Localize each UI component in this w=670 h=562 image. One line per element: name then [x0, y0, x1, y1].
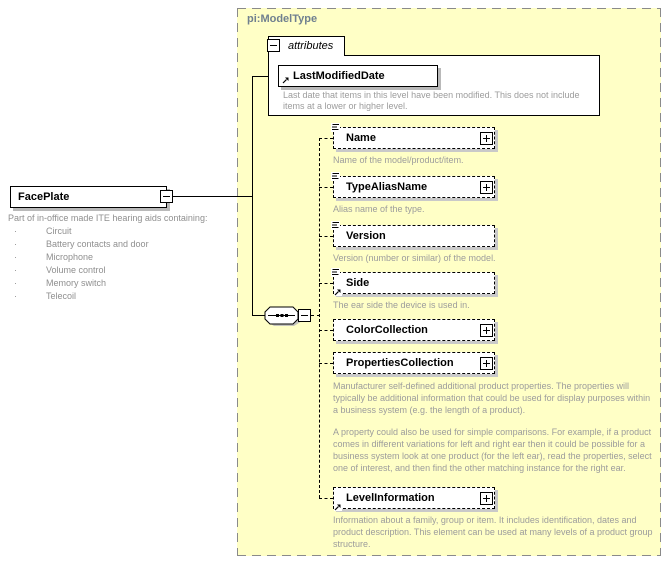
expand-icon[interactable] [480, 324, 493, 337]
element-label: Name [346, 132, 376, 144]
connector-line [319, 498, 333, 499]
list-item: · Circuit [8, 225, 236, 238]
container-border [237, 555, 661, 556]
element-label: FacePlate [18, 191, 70, 203]
connector-line [319, 283, 333, 284]
element-levelinformation[interactable] [333, 487, 495, 509]
annotation-text: Alias name of the type. [333, 204, 425, 214]
bullet-icon: · [14, 278, 17, 288]
list-item: · Volume control [8, 264, 236, 277]
element-label: PropertiesCollection [346, 357, 454, 369]
element-label: Side [346, 277, 370, 289]
element-propertiescollection[interactable] [333, 352, 495, 374]
annotation-text: Part of in-office made ITE hearing aids containing: [8, 213, 208, 223]
container-border [237, 8, 238, 556]
text-content-icon [331, 172, 340, 181]
sequence-connector[interactable] [263, 304, 303, 330]
reference-arrow-icon [334, 503, 342, 511]
collapse-icon[interactable] [267, 39, 280, 52]
annotation-text: Manufacturer self-defined additional product properties. The properties will typically be additional information that could be used for display purposes within a business system (e.g. the length of a product). [333, 381, 651, 415]
attributes-tab-label: attributes [288, 40, 334, 52]
element-side[interactable] [333, 272, 495, 294]
text-content-icon [331, 221, 340, 230]
connector-line [319, 236, 333, 237]
list-item: · Microphone [8, 251, 236, 264]
annotation-text: Name of the model/product/item. [333, 155, 464, 165]
element-typealiasname[interactable] [333, 176, 495, 198]
connector-line [319, 187, 333, 188]
annotation-text: Information about a family, group or item. It includes identification, dates and product description. This element can be used at many levels of a product group structure. [333, 515, 653, 549]
connector-line [252, 76, 253, 316]
element-label: TypeAliasName [346, 181, 428, 193]
connector-line [319, 138, 320, 498]
reference-arrow-icon [282, 76, 290, 84]
list-item: · Telecoil [8, 290, 236, 303]
connector-line [319, 363, 333, 364]
connector-line [319, 138, 333, 139]
reference-arrow-icon [334, 288, 342, 296]
annotation-text: The ear side the device is used in. [333, 300, 470, 310]
text-content-icon [331, 268, 340, 277]
annotation-text: A property could also be used for simple comparisons. For example, if a product comes in different variations for left and right ear then it could be possible for a business system look at one product (for the left ear), read the properties, select one of interest, and then find the other matching instance for the right ear. [333, 427, 652, 473]
element-label: ColorCollection [346, 324, 428, 336]
element-faceplate[interactable] [10, 186, 167, 208]
element-name[interactable] [333, 127, 495, 149]
list-item: · Memory switch [8, 277, 236, 290]
bullet-icon: · [14, 265, 17, 275]
attribute-label: LastModifiedDate [293, 70, 385, 82]
connector-line [173, 196, 252, 197]
container-border [660, 8, 661, 556]
text-content-icon [331, 123, 340, 132]
complextype-title: pi:ModelType [247, 13, 318, 25]
container-border [237, 8, 661, 9]
expand-icon[interactable] [480, 492, 493, 505]
bullet-icon: · [14, 252, 17, 262]
element-label: LevelInformation [346, 492, 435, 504]
expand-icon[interactable] [480, 132, 493, 145]
bullet-icon: · [14, 291, 17, 301]
bullet-icon: · [14, 239, 17, 249]
collapse-icon[interactable] [160, 190, 173, 203]
element-label: Version [346, 230, 386, 242]
expand-icon[interactable] [480, 181, 493, 194]
annotation-text: Last date that items in this level have been modified. This does not include items at a lower or higher level. [283, 90, 580, 111]
bullet-icon: · [14, 226, 17, 236]
attribute-lastmodifieddate[interactable] [278, 65, 438, 87]
annotation-text: Version (number or similar) of the model. [333, 253, 496, 263]
element-version[interactable] [333, 225, 495, 247]
collapse-icon[interactable] [298, 309, 311, 322]
expand-icon[interactable] [480, 357, 493, 370]
connector-line [319, 330, 333, 331]
annotation-list [8, 225, 236, 303]
list-item: · Battery contacts and door [8, 238, 236, 251]
element-colorcollection[interactable] [333, 319, 495, 341]
